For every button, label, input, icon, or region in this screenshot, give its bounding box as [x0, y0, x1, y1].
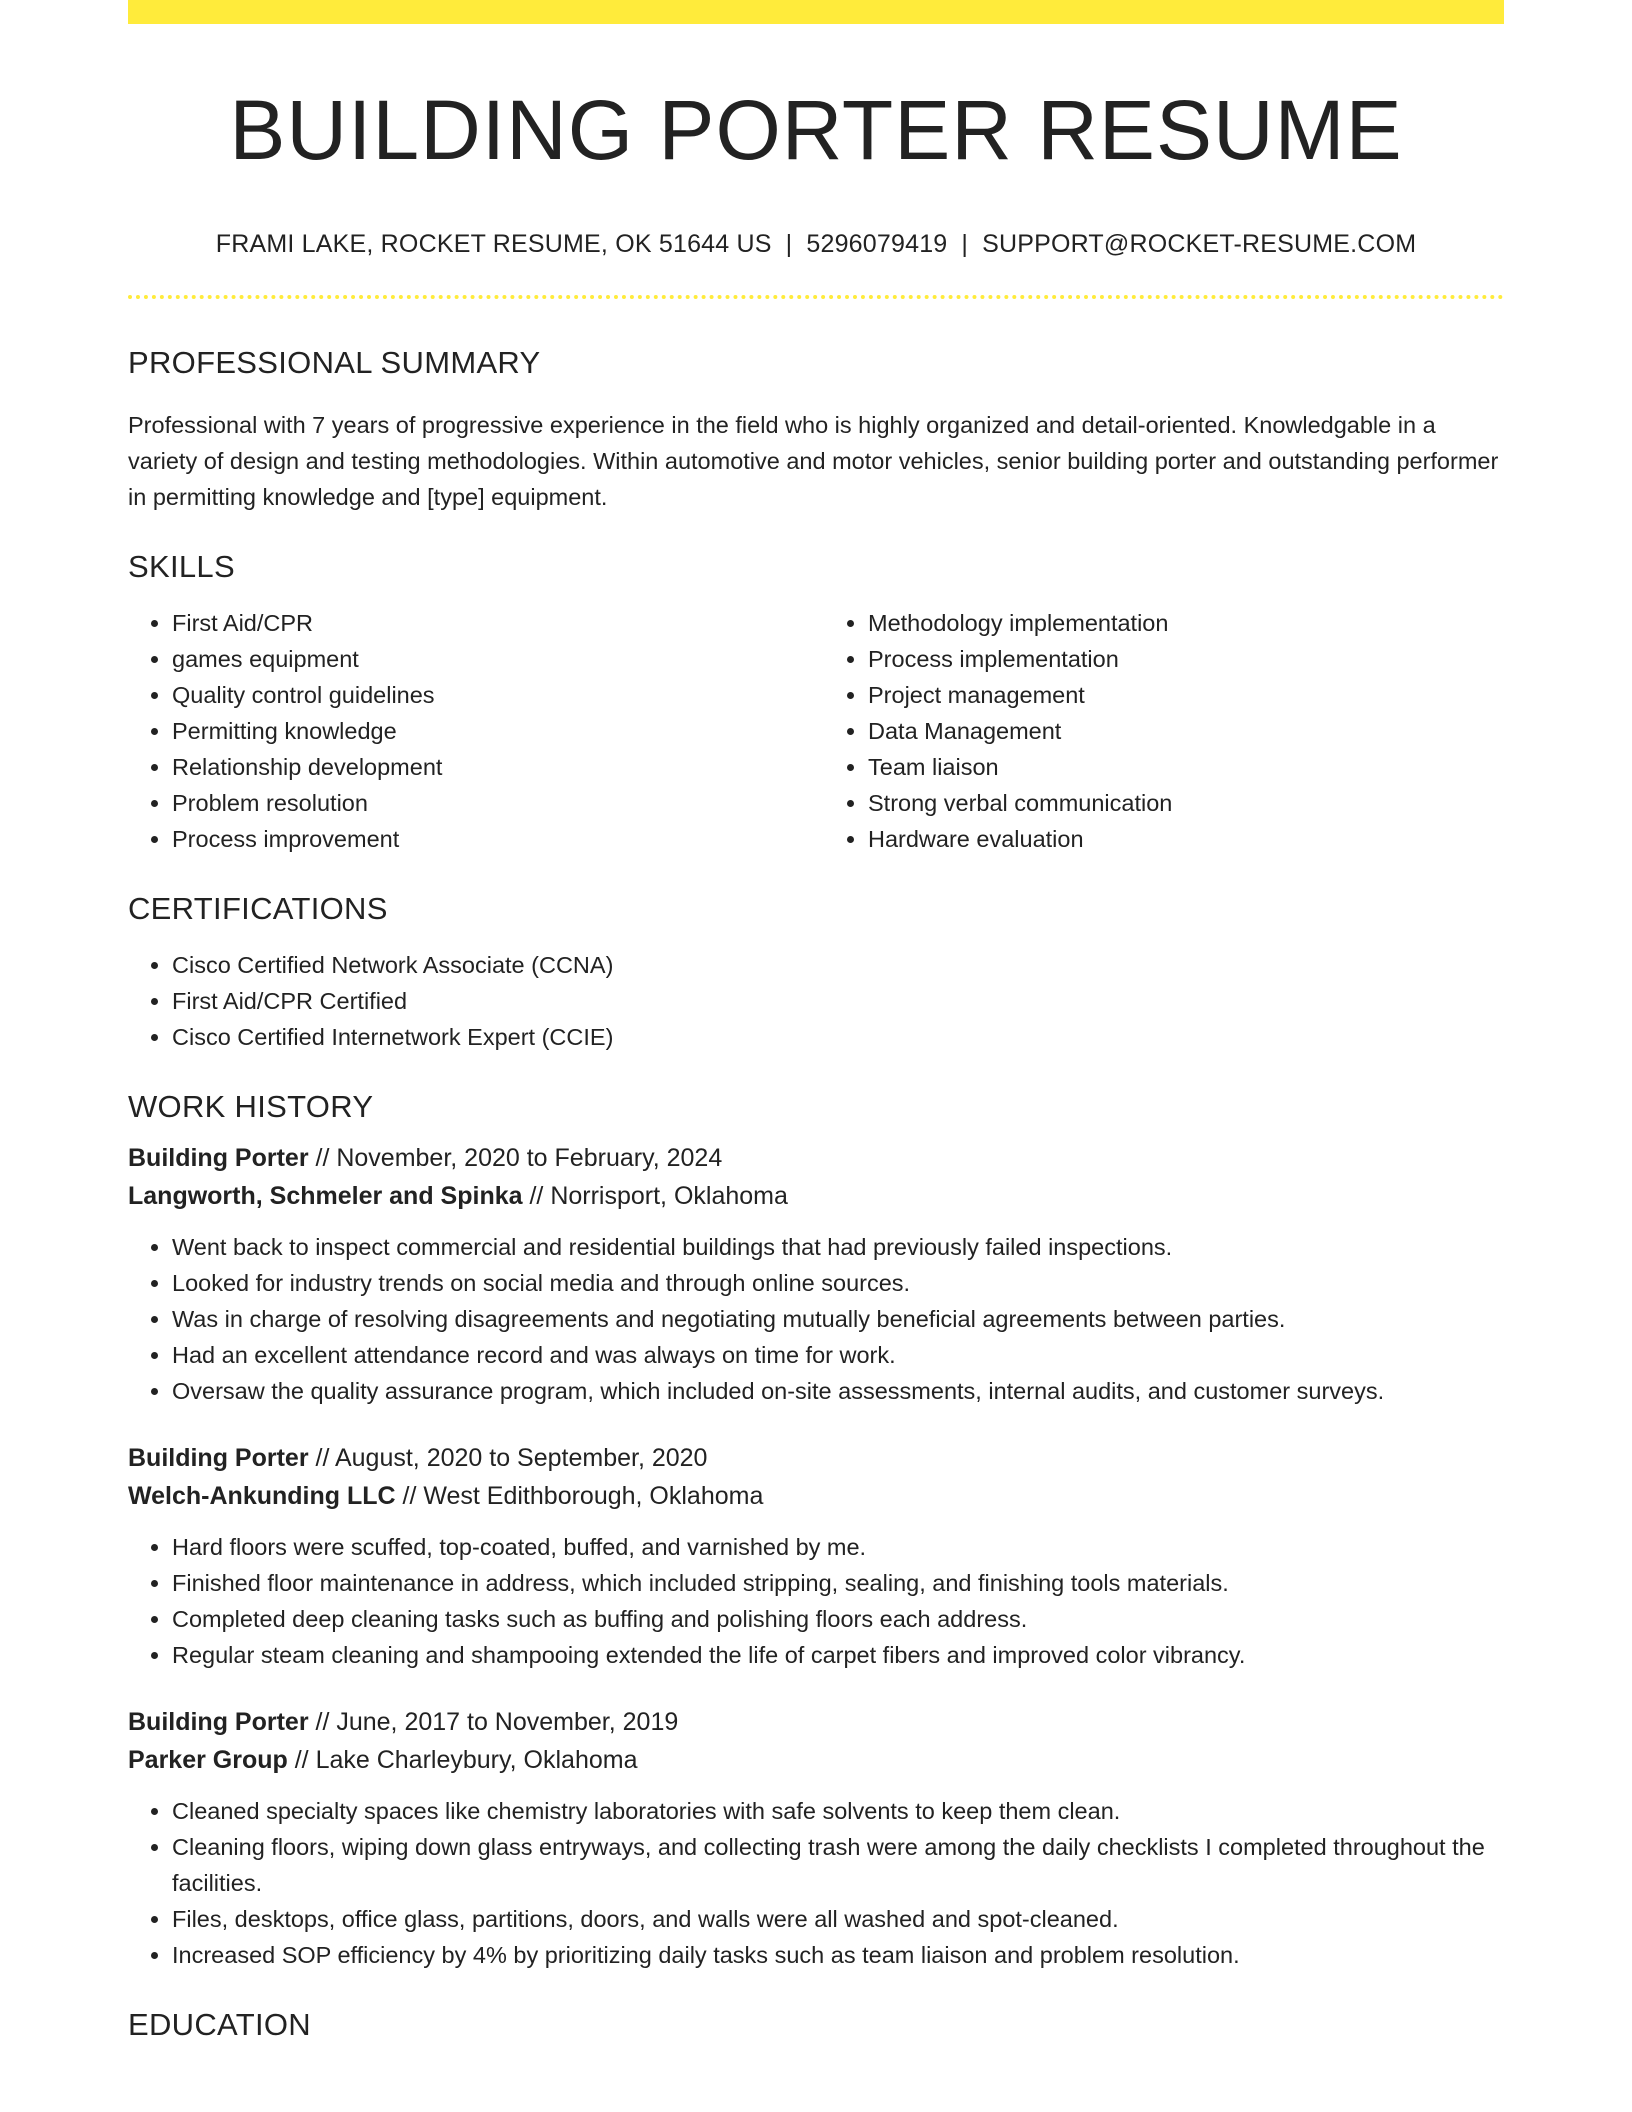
dotted-divider: [128, 295, 1504, 299]
skill-item: • Hardware evaluation: [868, 821, 1504, 857]
summary-text: Professional with 7 years of progressive experience in the field who is highly organized and detail-oriented. Knowledgable in a variety of design and testing methodologies. Within automotive and motor vehicles, senior building porter and outstanding performer in permitting knowledge and [type] equipment.: [128, 412, 1499, 511]
skill-item: • games equipment: [172, 641, 816, 677]
certifications-list: [128, 947, 1504, 1055]
job-company: Parker Group: [128, 1746, 288, 1775]
job-entry: [128, 1703, 1504, 1973]
skill-item: • Strong verbal communication: [868, 785, 1504, 821]
contact-email: SUPPORT@ROCKET-RESUME.COM: [982, 230, 1417, 259]
job-bullets: [128, 1793, 1504, 1973]
contact-phone: 5296079419: [806, 230, 948, 259]
skill-item: • Methodology implementation: [868, 605, 1504, 641]
job-entry: [128, 1139, 1504, 1409]
work-history-heading: WORK HISTORY: [128, 1089, 374, 1125]
skills-list-left: [128, 605, 816, 857]
skills-columns: [128, 585, 1504, 857]
job-dates: // August, 2020 to September, 2020: [308, 1444, 708, 1473]
skill-item: • Relationship development: [172, 749, 816, 785]
job-location: // Norrisport, Oklahoma: [522, 1182, 788, 1211]
job-entry: [128, 1439, 1504, 1673]
resume-title: BUILDING PORTER RESUME: [229, 83, 1403, 177]
contact-line: [128, 230, 1504, 259]
contact-address: FRAMI LAKE, ROCKET RESUME, OK 51644 US: [215, 230, 772, 259]
job-company: Langworth, Schmeler and Spinka: [128, 1182, 523, 1211]
contact-separator: |: [961, 230, 969, 259]
job-title-line: [128, 1703, 1504, 1741]
certification-item: • First Aid/CPR Certified: [172, 983, 1504, 1019]
job-bullet: • Looked for industry trends on social media and through online sources.: [172, 1265, 1504, 1301]
skill-item: • Quality control guidelines: [172, 677, 816, 713]
job-bullets: [128, 1529, 1504, 1673]
skill-item: • Data Management: [868, 713, 1504, 749]
skill-item: • Process improvement: [172, 821, 816, 857]
job-location: // West Edithborough, Oklahoma: [395, 1482, 764, 1511]
job-title-line: [128, 1139, 1504, 1177]
certifications-heading: CERTIFICATIONS: [128, 891, 388, 927]
job-bullet: • Had an excellent attendance record and was always on time for work.: [172, 1337, 1504, 1373]
job-role: Building Porter: [128, 1144, 309, 1173]
job-company: Welch-Ankunding LLC: [128, 1482, 396, 1511]
job-title-line: [128, 1439, 1504, 1477]
contact-separator: |: [785, 230, 793, 259]
skill-item: • Project management: [868, 677, 1504, 713]
job-bullets: [128, 1229, 1504, 1409]
job-bullet: • Oversaw the quality assurance program, which included on-site assessments, internal audits, and customer surveys.: [172, 1373, 1504, 1409]
job-company-line: [128, 1741, 1504, 1779]
job-bullet: • Went back to inspect commercial and residential buildings that had previously failed inspections.: [172, 1229, 1504, 1265]
job-company-line: [128, 1477, 1504, 1515]
skills-list-right: [816, 605, 1504, 857]
resume-page: [128, 0, 1504, 2043]
job-role: Building Porter: [128, 1708, 309, 1737]
job-bullet: • Completed deep cleaning tasks such as buffing and polishing floors each address.: [172, 1601, 1504, 1637]
job-location: // Lake Charleybury, Oklahoma: [287, 1746, 638, 1775]
skill-item: • Process implementation: [868, 641, 1504, 677]
job-company-line: [128, 1177, 1504, 1215]
skill-item: • First Aid/CPR: [172, 605, 816, 641]
summary-heading: PROFESSIONAL SUMMARY: [128, 345, 541, 381]
job-bullet: • Regular steam cleaning and shampooing extended the life of carpet fibers and improved color vibrancy.: [172, 1637, 1504, 1673]
education-heading: EDUCATION: [128, 2007, 311, 2043]
job-dates: // November, 2020 to February, 2024: [308, 1144, 723, 1173]
top-accent-bar: [128, 0, 1504, 24]
job-bullet: • Increased SOP efficiency by 4% by prioritizing daily tasks such as team liaison and problem resolution.: [172, 1937, 1504, 1973]
skill-item: • Team liaison: [868, 749, 1504, 785]
certification-item: • Cisco Certified Internetwork Expert (CCIE): [172, 1019, 1504, 1055]
job-bullet: • Hard floors were scuffed, top-coated, buffed, and varnished by me.: [172, 1529, 1504, 1565]
job-bullet: • Cleaned specialty spaces like chemistry laboratories with safe solvents to keep them clean.: [172, 1793, 1504, 1829]
certification-item: • Cisco Certified Network Associate (CCNA): [172, 947, 1504, 983]
job-bullet: • Was in charge of resolving disagreements and negotiating mutually beneficial agreements between parties.: [172, 1301, 1504, 1337]
job-bullet: • Cleaning floors, wiping down glass entryways, and collecting trash were among the daily checklists I completed throughout the facilities.: [172, 1829, 1504, 1901]
skills-heading: SKILLS: [128, 549, 235, 585]
job-role: Building Porter: [128, 1444, 309, 1473]
job-bullet: • Files, desktops, office glass, partitions, doors, and walls were all washed and spot-cleaned.: [172, 1901, 1504, 1937]
skill-item: • Problem resolution: [172, 785, 816, 821]
skill-item: • Permitting knowledge: [172, 713, 816, 749]
job-dates: // June, 2017 to November, 2019: [308, 1708, 679, 1737]
job-bullet: • Finished floor maintenance in address, which included stripping, sealing, and finishing tools materials.: [172, 1565, 1504, 1601]
